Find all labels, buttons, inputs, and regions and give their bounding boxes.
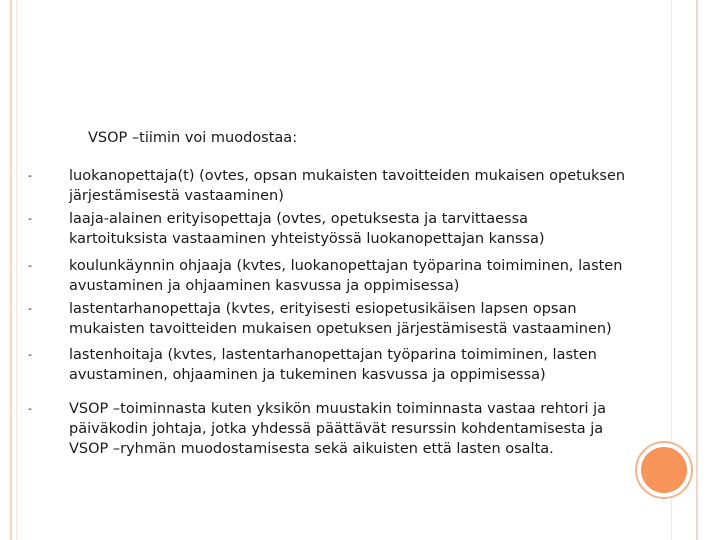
bullet-dash: - [28,348,32,361]
list-item-text: koulunkäynnin ohjaaja (kvtes, luokanopettajan työparina toimiminen, lasten avustaminen ja ohjaaminen kasvussa ja oppimisessa) [69,258,623,294]
list-item-text: lastenhoitaja (kvtes, lastentarhanopettajan työparina toimiminen, lasten avustaminen, ohjaaminen ja tukeminen kasvussa ja oppimisessa) [69,347,597,383]
bullet-dash: - [28,259,32,272]
list-item [28,166,628,206]
list-item-text: lastentarhanopettaja (kvtes, erityisesti esiopetusikäisen lapsen opsan mukaisten tavoitteiden mukaisen opetuksen järjestämisestä vastaaminen) [69,301,612,337]
bullet-dash: - [28,212,32,225]
slide-heading: VSOP –tiimin voi muodostaa: [88,130,298,146]
bullet-dash: - [28,169,32,182]
list-item [28,209,628,249]
list-item-text: VSOP –toiminnasta kuten yksikön muustakin toiminnasta vastaa rehtori ja päiväkodin johtaja, jotka yhdessä päättävät resurssin kohdentamisesta ja VSOP –ryhmän muodostamisesta sekä aikuisten että lasten osalta. [69,401,607,457]
list-item [28,345,628,385]
list-item [28,399,628,459]
list-item-text: laaja-alainen erityisopettaja (ovtes, opetuksesta ja tarvittaessa kartoituksista vastaaminen yhteistyössä luokanopettajan kanssa) [69,211,545,247]
list-item-text: luokanopettaja(t) (ovtes, opsan mukaisten tavoitteiden mukaisen opetuksen järjestämisestä vastaaminen) [69,168,626,204]
bullet-dash: - [28,302,32,315]
list-item [28,299,628,339]
bullet-dash: - [28,402,32,415]
list-item [28,256,628,296]
